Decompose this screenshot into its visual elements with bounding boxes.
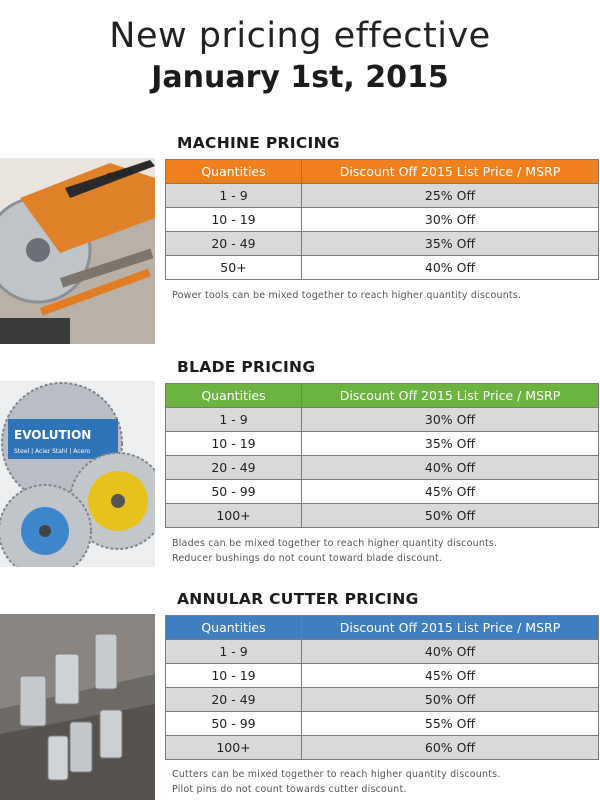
table-row — [166, 712, 599, 736]
discount-cell: 30% Off — [302, 408, 599, 432]
quantity-cell: 50 - 99 — [166, 480, 302, 504]
quantity-cell: 20 - 49 — [166, 688, 302, 712]
quantity-cell: 20 - 49 — [166, 232, 302, 256]
discount-cell: 50% Off — [302, 688, 599, 712]
column-header-quantities: Quantities — [166, 616, 302, 640]
section-note — [172, 767, 501, 797]
discount-cell: 25% Off — [302, 184, 599, 208]
quantity-cell: 1 - 9 — [166, 640, 302, 664]
discount-cell: 30% Off — [302, 208, 599, 232]
column-header-discount: Discount Off 2015 List Price / MSRP — [302, 160, 599, 184]
blade-label-text: Steel | Acier Stahl | Acero — [14, 448, 91, 455]
quantity-cell: 10 - 19 — [166, 432, 302, 456]
headline: New pricing effective — [109, 16, 491, 56]
note-line: Cutters can be mixed together to reach higher quantity discounts. — [172, 769, 501, 780]
table-row — [166, 408, 599, 432]
discount-cell: 50% Off — [302, 504, 599, 528]
quantity-cell: 20 - 49 — [166, 456, 302, 480]
quantity-cell: 50 - 99 — [166, 712, 302, 736]
column-header-discount: Discount Off 2015 List Price / MSRP — [302, 384, 599, 408]
table-row — [166, 456, 599, 480]
pricing-table — [165, 383, 599, 528]
column-header-discount: Discount Off 2015 List Price / MSRP — [302, 616, 599, 640]
table-header-row — [166, 160, 599, 184]
quantity-cell: 10 - 19 — [166, 664, 302, 688]
discount-cell: 35% Off — [302, 432, 599, 456]
section-note — [172, 536, 497, 566]
note-line: Reducer bushings do not count toward blade discount. — [172, 553, 443, 564]
blade-photo — [0, 381, 155, 567]
effective-date: January 1st, 2015 — [151, 60, 449, 95]
table-header-row — [166, 616, 599, 640]
table-header-row — [166, 384, 599, 408]
discount-cell: 40% Off — [302, 256, 599, 280]
section-title: ANNULAR CUTTER PRICING — [177, 590, 419, 608]
table-row — [166, 432, 599, 456]
table-row — [166, 640, 599, 664]
discount-cell: 35% Off — [302, 232, 599, 256]
discount-cell: 60% Off — [302, 736, 599, 760]
table-row — [166, 480, 599, 504]
discount-cell: 45% Off — [302, 480, 599, 504]
pricing-table — [165, 615, 599, 760]
blade-brand-text: EVOLUTION — [14, 428, 92, 442]
table-row — [166, 504, 599, 528]
quantity-cell: 1 - 9 — [166, 184, 302, 208]
discount-cell: 55% Off — [302, 712, 599, 736]
quantity-cell: 1 - 9 — [166, 408, 302, 432]
table-row — [166, 688, 599, 712]
table-row — [166, 184, 599, 208]
table-row — [166, 664, 599, 688]
quantity-cell: 100+ — [166, 504, 302, 528]
quantity-cell: 50+ — [166, 256, 302, 280]
column-header-quantities: Quantities — [166, 384, 302, 408]
section-title: BLADE PRICING — [177, 358, 316, 376]
note-line: Blades can be mixed together to reach higher quantity discounts. — [172, 538, 498, 549]
column-header-quantities: Quantities — [166, 160, 302, 184]
page-header — [0, 16, 600, 98]
machine-photo — [0, 158, 155, 344]
note-line: Pilot pins do not count towards cutter discount. — [172, 784, 407, 795]
discount-cell: 40% Off — [302, 456, 599, 480]
discount-cell: 40% Off — [302, 640, 599, 664]
machine-brand-text: RAGE — [106, 166, 136, 183]
pricing-table — [165, 159, 599, 280]
section-note — [172, 288, 521, 303]
discount-cell: 45% Off — [302, 664, 599, 688]
note-line: Power tools can be mixed together to reach higher quantity discounts. — [172, 290, 522, 301]
quantity-cell: 10 - 19 — [166, 208, 302, 232]
table-row — [166, 208, 599, 232]
section-title: MACHINE PRICING — [177, 134, 340, 152]
table-row — [166, 736, 599, 760]
cutter-photo — [0, 614, 155, 800]
table-row — [166, 256, 599, 280]
table-row — [166, 232, 599, 256]
quantity-cell: 100+ — [166, 736, 302, 760]
